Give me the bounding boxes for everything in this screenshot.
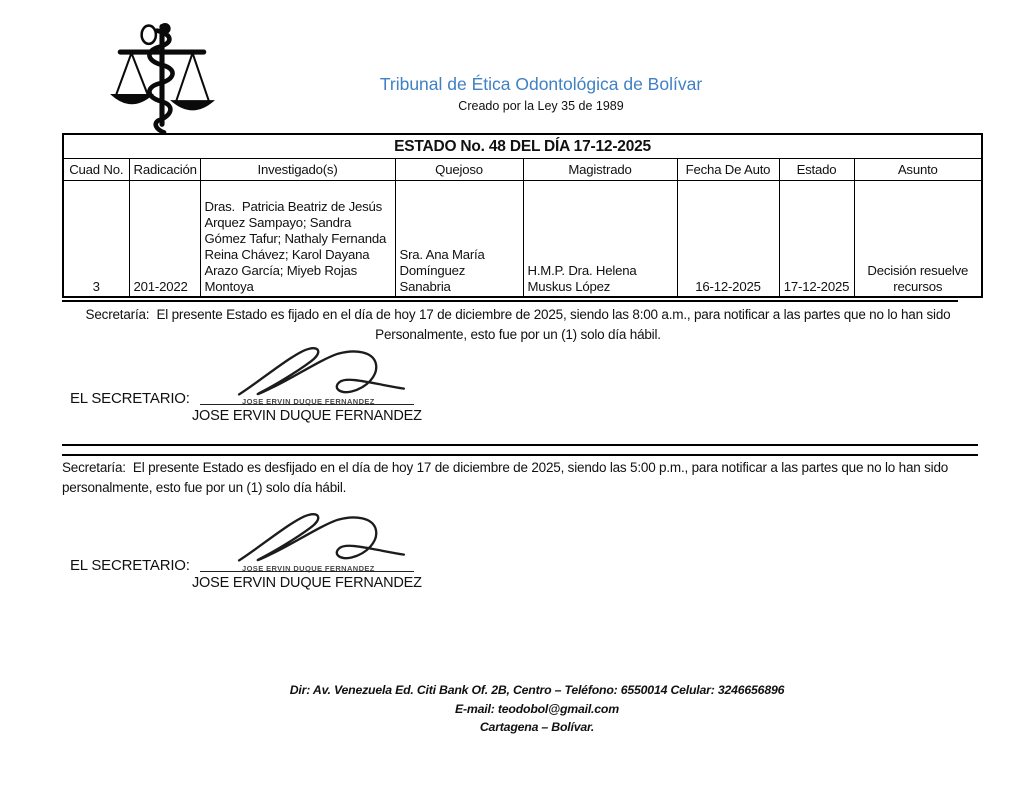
col-header-asunto: Asunto: [854, 159, 982, 181]
cell-estado: 17-12-2025: [779, 181, 854, 298]
secretario-name: JOSE ERVIN DUQUE FERNANDEZ: [192, 408, 422, 424]
col-header-radicacion: Radicación: [129, 159, 200, 181]
desfijacion-paragraph: Secretaría: El presente Estado es desfijado en el día de hoy 17 de diciembre de 2025, siendo las 5:00 p.m., para notificar a las partes que no lo han sido personalmente, esto fue por un (1) solo día hábil.: [62, 460, 952, 495]
col-header-magistrado: Magistrado: [523, 159, 677, 181]
org-subtitle: Creado por la Ley 35 de 1989: [458, 99, 624, 113]
cell-asunto: Decisión resuelve recursos: [854, 181, 982, 298]
col-header-quejoso: Quejoso: [395, 159, 523, 181]
cell-quejoso: Sra. Ana María Domínguez Sanabria: [395, 181, 523, 298]
cell-investigados: Dras. Patricia Beatriz de Jesús Arquez Sampayo; Sandra Gómez Tafur; Nathaly Fernanda Reina Chávez; Karol Dayana Arazo García; Miyeb Rojas Montoya: [200, 181, 395, 298]
footer-email: E-mail: teodobol@gmail.com: [455, 701, 619, 716]
secretario-label: EL SECRETARIO:: [70, 557, 190, 574]
col-header-investigados: Investigado(s): [200, 159, 395, 181]
footer: [62, 681, 1012, 737]
double-divider-rule: [62, 444, 978, 456]
fijacion-paragraph: Secretaría: El presente Estado es fijado en el día de hoy 17 de diciembre de 2025, siendo las 8:00 a.m., para notificar a las partes que no lo han sido Personalmente, esto fue por un (1) solo día hábil.: [85, 307, 955, 342]
signature-stamp-text: JOSE ERVIN DUQUE FERNANDEZ: [242, 397, 375, 406]
secretario-name: JOSE ERVIN DUQUE FERNANDEZ: [192, 575, 422, 591]
divider-rule: [62, 300, 958, 302]
col-header-estado: Estado: [779, 159, 854, 181]
table-row: [63, 181, 982, 298]
signature-stamp-text: JOSE ERVIN DUQUE FERNANDEZ: [242, 564, 375, 573]
secretario-label: EL SECRETARIO:: [70, 390, 190, 407]
footer-city: Cartagena – Bolívar.: [479, 720, 595, 734]
table-header-row: [63, 159, 982, 181]
cell-magistrado: H.M.P. Dra. Helena Muskus López: [523, 181, 677, 298]
cell-radicacion: 201-2022: [129, 181, 200, 298]
col-header-cuad-no: Cuad No.: [63, 159, 129, 181]
estado-table-title: ESTADO No. 48 DEL DÍA 17-12-2025: [63, 134, 982, 159]
estado-table: [62, 133, 983, 298]
col-header-fecha-de-auto: Fecha De Auto: [677, 159, 779, 181]
org-title: Tribunal de Ética Odontológica de Bolívar: [379, 74, 703, 94]
signature-line: [200, 404, 414, 405]
cell-fecha-de-auto: 16-12-2025: [677, 181, 779, 298]
footer-address: Dir: Av. Venezuela Ed. Citi Bank Of. 2B, Centro – Teléfono: 6550014 Celular: 3246656896: [289, 683, 785, 697]
signature-line: [200, 571, 414, 572]
cell-cuad-no: 3: [63, 181, 129, 298]
